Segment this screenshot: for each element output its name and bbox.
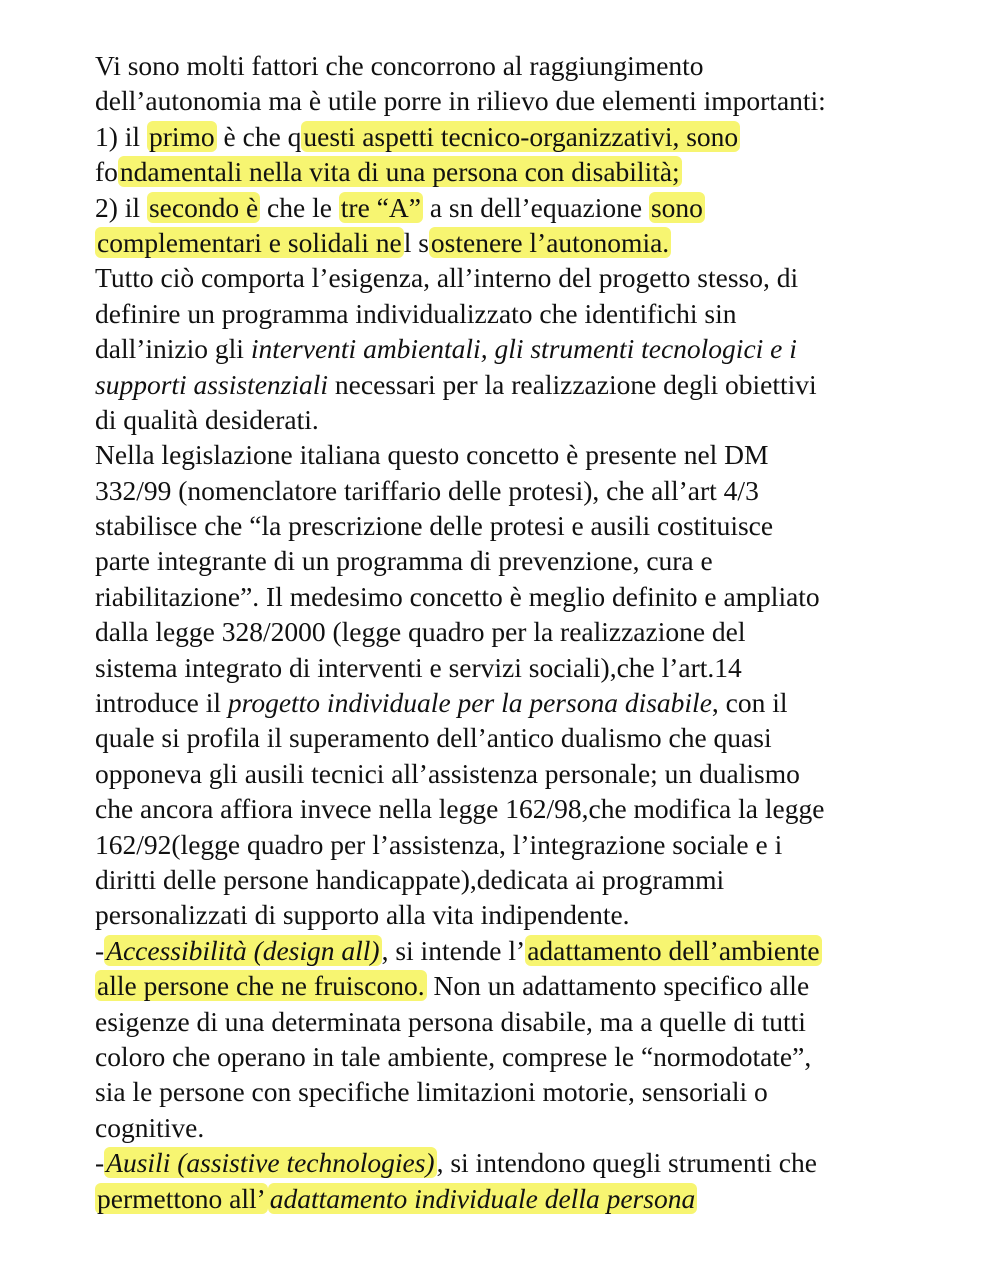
text-line [95,83,935,118]
text-line [95,862,935,897]
text-run: stabilisce che “la prescrizione delle protesi e ausili costituisce [95,510,774,542]
text-line [95,154,935,189]
text-line [95,367,935,402]
text-line [95,331,935,366]
highlighted-text: sono [650,191,703,223]
text-line [95,827,935,862]
text-line [95,1110,935,1145]
highlighted-text: alle persone che ne fruiscono. [97,970,425,1002]
text-line [95,402,935,437]
text-line [95,720,935,755]
text-run: dell’autonomia ma è utile porre in rilievo due elementi importanti: [95,85,826,117]
text-run: - [95,934,105,966]
text-run: riabilitazione”. Il medesimo concetto è meglio definito e ampliato [95,580,820,612]
text-run: l s [403,226,429,258]
highlighted-text: tre “A” [340,191,421,223]
text-run: , si intendono quegli strumenti che [436,1147,817,1179]
text-line [95,756,935,791]
highlighted-text: ndamentali nella vita di una persona con disabilità; [119,156,680,188]
text-line [95,579,935,614]
text-line [95,933,935,968]
text-run: diritti delle persone handicappate),dedicata ai programmi [95,863,725,895]
text-run: 1) il [95,120,147,152]
text-line [95,508,935,543]
text-line [95,437,935,472]
text-run: quale si profila il superamento dell’antico dualismo che quasi [95,722,772,754]
text-run: personalizzati di supporto alla vita indipendente. [95,899,630,931]
text-line [95,1039,935,1074]
text-line [95,650,935,685]
text-run: , con il [711,687,788,719]
italic-text: progetto individuale per la persona disabile [227,687,712,719]
text-line [95,1145,935,1180]
text-run: 2) il [95,191,147,223]
text-run: sistema integrato di interventi e servizi sociali),che l’art.14 [95,651,742,683]
text-run: fo [95,156,118,188]
highlighted-text: adattamento dell’ambiente [527,934,820,966]
text-run: opponeva gli ausili tecnici all’assistenza personale; un dualismo [95,757,800,789]
text-run: sia le persone con specifiche limitazioni motorie, sensoriali o [95,1076,768,1108]
text-run: dall’inizio gli [95,333,251,365]
text-line [95,791,935,826]
text-line [95,119,935,154]
text-line [95,1074,935,1109]
text-line [95,296,935,331]
highlighted-text: Accessibilità (design all) [106,934,380,966]
text-run: Nella legislazione italiana questo concetto è presente nel DM [95,439,769,471]
text-line [95,614,935,649]
highlighted-text: uesti aspetti tecnico-organizzativi, sono [303,120,739,152]
text-line [95,473,935,508]
highlighted-text: Ausili (assistive technologies) [106,1147,435,1179]
text-run: Non un adattamento specifico alle [426,970,810,1002]
text-run: coloro che operano in tale ambiente, comprese le “normodotate”, [95,1040,812,1072]
text-run: - [95,1147,105,1179]
text-line [95,968,935,1003]
italic-text: supporti assistenziali [95,368,329,400]
text-run: parte integrante di un programma di prevenzione, cura e [95,545,713,577]
text-run: 332/99 (nomenclatore tariffario delle protesi), che all’art 4/3 [95,474,759,506]
text-run: che ancora affiora invece nella legge 162/98,che modifica la legge [95,793,825,825]
text-line [95,190,935,225]
text-line [95,1181,935,1216]
text-run: necessari per la realizzazione degli obiettivi [328,368,817,400]
text-run: Vi sono molti fattori che concorrono al raggiungimento [95,50,704,81]
text-line [95,897,935,932]
text-run: , si intende l’ [381,934,526,966]
text-line [95,260,935,295]
highlighted-text: ostenere l’autonomia. [430,226,670,258]
text-run: a sn dell’equazione [422,191,649,223]
text-run: è che q [216,120,302,152]
text-run: definire un programma individualizzato che identifichi sin [95,297,737,329]
text-line [95,48,935,83]
text-run: Tutto ciò comporta l’esigenza, all’interno del progetto stesso, di [95,262,799,294]
highlighted-text: permettono all’ [97,1182,266,1214]
text-run: esigenze di una determinata persona disabile, ma a quelle di tutti [95,1005,806,1037]
text-line [95,543,935,578]
text-run: che le [260,191,339,223]
text-run: di qualità desiderati. [95,403,319,435]
text-line [95,225,935,260]
text-run: cognitive. [95,1111,205,1143]
text-line [95,1004,935,1039]
text-line [95,685,935,720]
italic-text: interventi ambientali, gli strumenti tecnologici e i [250,333,797,365]
text-run: dalla legge 328/2000 (legge quadro per la realizzazione del [95,616,746,648]
highlighted-text: adattamento individuale della persona [269,1182,696,1214]
highlighted-text: secondo è [148,191,259,223]
text-run: 162/92(legge quadro per l’assistenza, l’integrazione sociale e i [95,828,783,860]
highlighted-text: complementari e solidali ne [97,226,402,258]
highlighted-text: primo [148,120,215,152]
text-run: introduce il [95,687,228,719]
document-body [95,48,935,1216]
